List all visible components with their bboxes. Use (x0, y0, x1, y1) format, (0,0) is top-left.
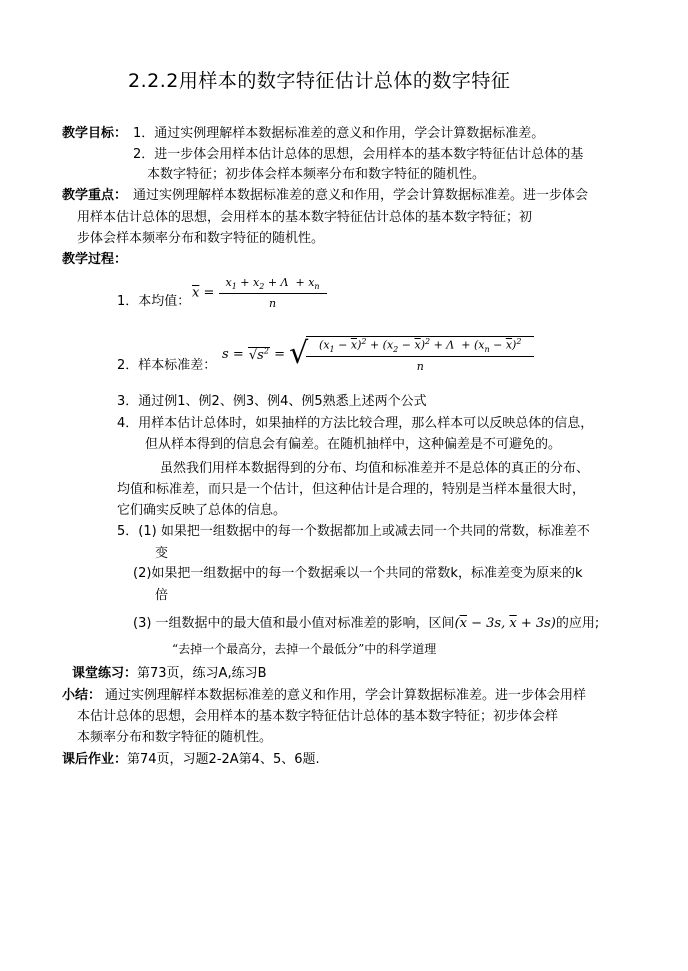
process-para-line1: 虽然我们用样本数据得到的分布、均值和标准差并不是总体的真正的分布、 (160, 461, 590, 476)
key-points-line3: 步体会样本频率分布和数字特征的随机性。 (77, 231, 325, 246)
objective-item-2-line1: 2．进一步体会用样本估计总体的思想，会用样本的基本数字特征估计总体的基 (133, 147, 584, 162)
process-quote: “去掉一个最高分，去掉一个最低分”中的科学道理 (172, 642, 437, 656)
summary-label: 小结： (62, 688, 102, 703)
homework-text: 第74页，习题2-2A第4、5、6题. (127, 752, 320, 767)
summary-line1: 通过实例理解样本数据标准差的意义和作用，学会计算数据标准差。进一步体会用样 (105, 688, 587, 703)
process-item-5-3 (133, 612, 599, 631)
process-para-line3: 它们确实反映了总体的信息。 (117, 503, 287, 518)
std-label: 2．样本标准差： (117, 358, 217, 373)
item-5-3-suffix: 的应用; (555, 616, 600, 631)
summary-line2: 本估计总体的思想，会用样本的基本数字特征估计总体的基本数字特征；初步体会样 (77, 709, 559, 724)
process-item-3: 3．通过例1、例2、例3、例4、例5熟悉上述两个公式 (117, 394, 427, 409)
practice-label: 课堂练习： (72, 666, 138, 681)
process-item-5-2-line2: 倍 (155, 588, 169, 603)
key-points-line1: 通过实例理解样本数据标准差的意义和作用，学会计算数据标准差。进一步体会 (133, 188, 589, 203)
objectives-label: 教学目标： (62, 126, 128, 141)
process-item-4-line1: 4．用样本估计总体时，如果抽样的方法比较合理，那么样本可以反映总体的信息， (117, 416, 594, 431)
key-points-label: 教学重点： (62, 188, 128, 203)
objective-item-1: 1．通过实例理解样本数据标准差的意义和作用，学会计算数据标准差。 (133, 126, 545, 141)
key-points-line2: 用样本估计总体的思想，会用样本的基本数字特征估计总体的基本数字特征；初 (77, 210, 533, 225)
process-para-line2: 均值和标准差，而只是一个估计，但这种估计是合理的，特别是当样本量很大时， (117, 482, 586, 497)
mean-formula: $\overline{x}$ = $\frac{x_1 + x_2 + \Lambda + x_n}{n}$ (192, 276, 327, 310)
practice-text: 第73页，练习A,练习B (137, 666, 267, 681)
process-item-4-line2: 但从样本得到的信息会有偏差。在随机抽样中，这种偏差是不可避免的。 (145, 437, 562, 452)
item-5-3-prefix: (3) 一组数据中的最大值和最小值对标准差的影响，区间 (133, 616, 455, 631)
std-formula: $s = √s^2$ = √ $\frac{(x_1 - \overline{x})^2 + (x_2 - \overline{x})^2 + \Lambda + (x_n - \overline{x})^2}{n}$ (222, 336, 534, 373)
process-label: 教学过程： (62, 252, 128, 267)
homework-row (62, 748, 320, 767)
homework-label: 课后作业： (62, 752, 128, 767)
mean-label: 1．本均值： (117, 294, 191, 309)
process-item-5-1-line2: 变 (155, 546, 169, 561)
practice-row (72, 662, 267, 681)
summary-line3: 本频率分布和数字特征的随机性。 (77, 730, 273, 745)
interval-formula: ($\overline{x} - 3s$, $\overline{x} + 3s$) (454, 616, 556, 631)
process-item-5-1-line1: 5．(1) 如果把一组数据中的每一个数据都加上或减去同一个共同的常数，标准差不 (117, 524, 590, 539)
page-title: 2.2.2用样本的数字特征估计总体的数字特征 (128, 70, 511, 92)
objective-item-2-line2: 本数字特征；初步体会样本频率分布和数字特征的随机性。 (147, 167, 486, 182)
process-item-5-2-line1: (2)如果把一组数据中的每一个数据乘以一个共同的常数k，标准差变为原来的k (133, 566, 583, 581)
